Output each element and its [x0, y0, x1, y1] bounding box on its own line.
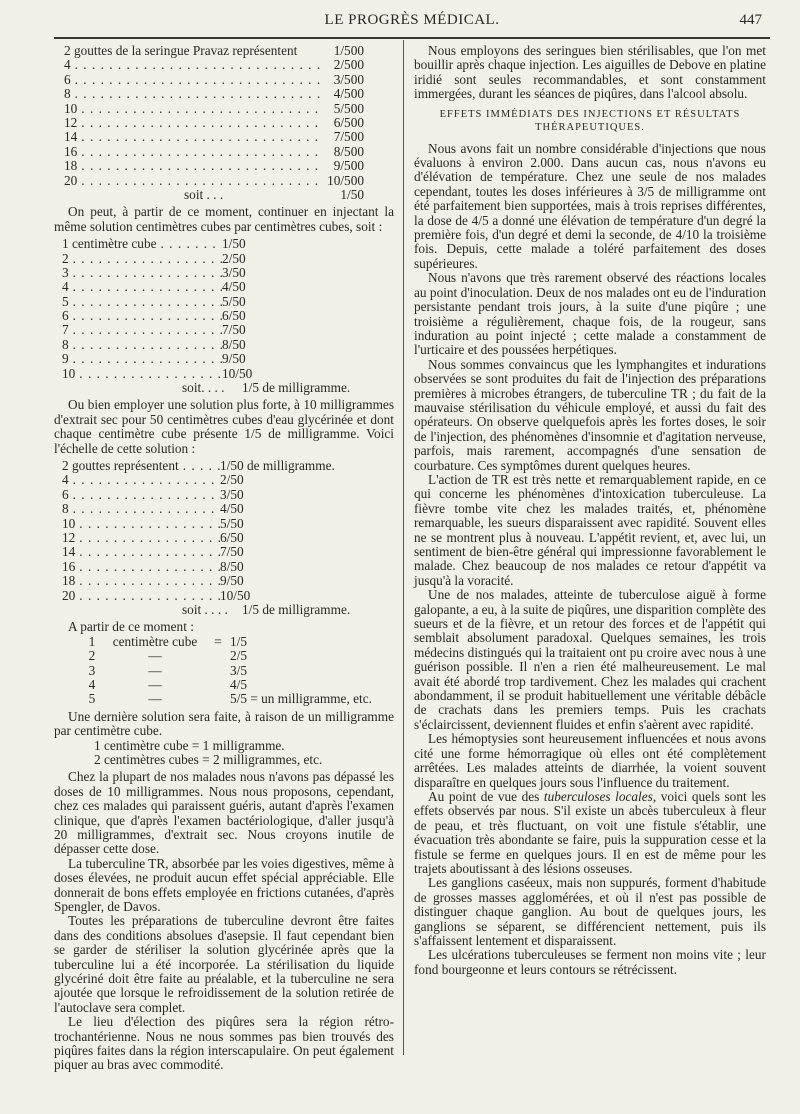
- row-value: 8/50: [222, 336, 246, 352]
- table-row: [62, 473, 320, 487]
- cell-d: 1/5: [230, 633, 247, 649]
- row-value: 4/50: [222, 279, 246, 295]
- sum-label: soit . . . .: [182, 601, 228, 617]
- row-value: 6/500: [333, 114, 364, 130]
- table-row: [64, 102, 364, 116]
- row-value: 3/500: [333, 71, 364, 87]
- paragraph: Ou bien employer une solution plus forte, à 10 milligrammes d'extrait sec pour 50 centimètres cubes d'eau glycérinée et dont chaque centimètre cube présente 1/5 de milligramme. Voici l'échelle de cette solution :: [54, 397, 394, 456]
- row-value: 10/50: [222, 365, 253, 381]
- table-row: [62, 309, 262, 323]
- dose-table-drops-50: [54, 459, 394, 603]
- row-value: 1/500: [333, 43, 364, 58]
- table-row: [84, 678, 394, 692]
- table-row: [62, 338, 262, 352]
- row-label: 10: [62, 515, 76, 531]
- paragraph: A partir de ce moment :: [68, 619, 194, 635]
- sum-value: 1/50: [340, 186, 364, 202]
- emphasis: tuberculoses locales: [543, 788, 653, 804]
- sum-value: 1/5 de milligramme.: [242, 380, 351, 396]
- dose-table-cc-50: [54, 237, 394, 381]
- table-row: [62, 323, 262, 337]
- paragraph: Chez la plupart de nos malades nous n'avons pas dépassé les doses de 10 milligrammes. Nous nous proposons, cependant, chez ces malades qui paraissent guéris, autant d'après l'examen clinique, que d'après l'examen bactériologique, d'aller jusqu'à 20 milligrammes, d'extrait sec. Nous croyons inutile de dépasser cette dose.: [54, 769, 394, 857]
- table-row: [62, 488, 320, 502]
- row-value: 8/500: [333, 143, 364, 159]
- row-label: 18: [64, 158, 78, 174]
- cell-c: =: [214, 633, 222, 649]
- dose-table-cc-5: [54, 635, 394, 707]
- row-label: 3: [62, 264, 69, 280]
- cell-c: [210, 692, 226, 706]
- table-sum-row: [64, 188, 364, 202]
- row-value: 7/50: [222, 322, 246, 338]
- paragraph: Nous employons des seringues bien stérilisables, que l'on met bouillir après chaque injection. Les aiguilles de Debove en platine iridié sont seules recommandables, et sont constamment immergées, durant les séances de piqûres, dans l'alcool absolu.: [414, 43, 766, 102]
- row-label: 1 centimètre cube: [62, 236, 157, 252]
- table-row: [62, 574, 320, 588]
- row-label: 2: [62, 250, 69, 266]
- row-label: 10: [62, 365, 76, 381]
- column-divider: [403, 40, 404, 1055]
- row-label: 7: [62, 322, 69, 338]
- row-label: 8: [64, 86, 71, 102]
- row-label: 10: [64, 100, 78, 116]
- paragraph: Au point de vue des tuberculoses locales, voici quels sont les effets observés par nous. S'il existe un abcès tuberculeux à fleur de peau, et très fluctuant, on voit une fistule s'établir, une évacuation très abondante se faire, puis la suppuration cesse et la fistule se ferme en quelques jours. Il en est de même pour les trajets aboutissant à des lésions osseuses.: [414, 788, 766, 876]
- sum-label: soit. . . .: [182, 380, 225, 396]
- cell-a: 1: [88, 633, 96, 649]
- table-row: 2 centimètres cubes = 2 milligrammes, etc.: [94, 751, 323, 767]
- row-value: 6/50: [222, 308, 246, 324]
- cell-d: 2/5: [230, 648, 247, 664]
- table-row: [62, 545, 320, 559]
- cell-d: 4/5: [230, 676, 247, 692]
- row-label: 20: [64, 172, 78, 188]
- cell-c: [210, 664, 226, 678]
- row-label: 6: [62, 308, 69, 324]
- table-row: [62, 295, 262, 309]
- row-value: 5/50: [222, 293, 246, 309]
- row-value: 2/500: [333, 57, 364, 73]
- paragraph: Les ulcérations tuberculeuses se ferment non moins vite ; leur fond bourgeonne et leurs contours se rétrécissent.: [414, 947, 766, 977]
- table-row: [84, 692, 394, 706]
- table-row: [84, 635, 394, 649]
- table-sum-row: [62, 603, 392, 617]
- header-rule: [54, 37, 770, 39]
- paragraph: Nous n'avons que très rarement observé des réactions locales au point d'inoculation. Deux de nos malades ont eu de l'induration persistante pendant trois jours, à la suite d'une piqûre ; une troisième a régulièrement, chaque fois, de la rougeur, sans induration au point injecté ; cette malade a constamment de l'urticaire et des poussées herpétiques.: [414, 270, 766, 358]
- row-value: 8/50: [220, 558, 244, 574]
- row-label: 8: [62, 501, 69, 517]
- cell-c: [210, 678, 226, 692]
- row-value: 3/50: [222, 264, 246, 280]
- sum-label: soit . . .: [184, 186, 224, 202]
- dose-table-drops-500: [54, 44, 394, 188]
- row-label: 16: [64, 143, 78, 159]
- paragraph: L'action de TR est très nette et remarquablement rapide, en ce qui concerne les phénomènes d'intoxication tuberculeuse. La fièvre tombe vite chez les malades traités, et, phénomène remarquable, les sueurs disparaissent avec rapidité. Souvent elles ne se montrent plus à nouveau. L'appétit revient, et, avec lui, un sentiment de bien-être général qui impressionne favorablement le malade. Chez beaucoup de nos malades ce retour d'appétit va jusqu'à la voracité.: [414, 471, 766, 588]
- row-label: 2 gouttes représentent: [62, 458, 179, 474]
- cell-d: 3/5: [230, 662, 247, 678]
- dose-table-mg: [54, 739, 394, 768]
- paragraph: Les hémoptysies sont heureusement influencées et nous avons cité une forme hémorragique où elles ont été complètement arrêtées. Les malades atteints de diarrhée, la voient souvent disparaître en quelques jours sous l'influence du traitement.: [414, 731, 766, 790]
- table-row: [64, 44, 364, 58]
- sum-value: 1/5 de milligramme.: [242, 601, 351, 617]
- paragraph: Toutes les préparations de tuberculine devront être faites dans des conditions absolues d'asepsie. Il faut cependant bien se garder de stériliser la solution glycérinée après que la tuberculine lui a été incorporée. La stérilisation du liquide glycériné doit être faite au préalable, et la tuberculine ne sera ajoutée que lorsque le refroidissement de la solution retirée de l'autoclave sera complet.: [54, 913, 394, 1015]
- row-value: 4/50: [220, 501, 244, 517]
- row-value: 1/50: [222, 236, 246, 252]
- paragraph: Nous avons fait un nombre considérable d'injections que nous évaluons à environ 2.000. Dans aucun cas, nous n'avons eu d'élévation de température. Chez une seule de nos malades cependant, toutes les doses inférieures à 3/5 de milligramme ont été parfaitement bien supportées, mais à trois reprises différentes, la dose de 4/5 a donné une élévation de température d'un degré la première fois, d'un degré et demi la seconde, de 4/10 la troisième fois. Depuis, cette malade a toléré parfaitement des doses supérieures.: [414, 140, 766, 271]
- table-sum-row: [62, 381, 392, 395]
- table-row: [64, 145, 364, 159]
- paragraph: Nous sommes convaincus que les lymphangites et indurations observées se sont produites du fait de l'injection des préparations premières à microbes étrangers, de tuberculine TR ; du fait de la mauvaise stérilisation du véhicule employé, et aussi du fait des opérateurs. On observe quelquefois après les fortes doses, le soir de l'injection, des phénomènes d'insomnie et d'agitation nerveuse, parfois, mais rarement, accompagnés d'une sensation de courbature. Ces symptômes durent quelques heures.: [414, 356, 766, 473]
- row-value: 1/50 de milligramme.: [220, 458, 335, 474]
- table-row: [62, 589, 320, 603]
- row-value: 9/500: [333, 158, 364, 174]
- table-row: [64, 58, 364, 72]
- table-row: [62, 252, 262, 266]
- table-row: [62, 458, 335, 474]
- row-value: 2/50: [220, 472, 244, 488]
- running-head: [54, 12, 770, 36]
- row-value: 5/50: [220, 515, 244, 531]
- row-label: 6: [64, 71, 71, 87]
- section-heading: EFFETS IMMÉDIATS DES INJECTIONS ET RÉSULTATS THÉRAPEUTIQUES.: [439, 108, 741, 133]
- row-label: 14: [64, 129, 78, 145]
- row-label: 12: [64, 114, 78, 130]
- row-label: 4: [62, 472, 69, 488]
- row-label: 4: [64, 57, 71, 73]
- table-row: [64, 174, 364, 188]
- table-row: [64, 116, 364, 130]
- cell-c: [210, 649, 226, 663]
- row-value: 7/50: [220, 544, 244, 560]
- left-column: [54, 44, 394, 1073]
- table-row: [62, 531, 320, 545]
- row-value: 9/50: [222, 351, 246, 367]
- row-value: 3/50: [220, 486, 244, 502]
- table-row: [62, 560, 320, 574]
- cell-b: centimètre cube: [112, 633, 198, 649]
- table-row: [64, 87, 364, 101]
- page-number: 447: [739, 12, 762, 28]
- cell-b: —: [148, 648, 162, 664]
- paragraph: Une de nos malades, atteinte de tuberculose aiguë à forme galopante, a eu, à la suite de piqûres, une disparition complète des sueurs et de la fièvre, et un retour des forces et de l'appétit qui semblait absolument paradoxal. Quelques semaines, les trois médecins distingués qui la traitaient ont pu croire avec nous à une guérison possible. Il n'en a rien été malheureusement. Le mal avait été abordé trop tardivement. Chez les malades qui crachent abondamment, il se produit habituellement une véritable débâcle de crachats dans les premiers temps. Puis les crachats s'éclaircissent, deviennent fluides et enfin s'aèrent avec rapidité.: [414, 587, 766, 732]
- journal-title: LE PROGRÈS MÉDICAL.: [324, 12, 500, 28]
- row-value: 9/50: [220, 573, 244, 589]
- table-row: [62, 237, 262, 251]
- row-label: 8: [62, 336, 69, 352]
- cell-d: 5/5 = un milligramme, etc.: [230, 691, 372, 707]
- right-column: [414, 44, 766, 977]
- table-row: [62, 367, 262, 381]
- row-value: 10/50: [220, 587, 251, 603]
- row-label: 16: [62, 558, 76, 574]
- row-label: 12: [62, 529, 76, 545]
- cell-a: 2: [88, 648, 96, 664]
- table-row: [62, 352, 262, 366]
- paragraph: Le lieu d'élection des piqûres sera la région rétro-trochantérienne. Nous ne nous sommes pas bien trouvés des piqûres faites dans la région interscapulaire. On peut également piquer au bras avec commodité.: [54, 1014, 394, 1073]
- row-label: 4: [62, 279, 69, 295]
- table-row: [62, 266, 262, 280]
- row-value: 7/500: [333, 129, 364, 145]
- row-label: 2 gouttes de la seringue Pravaz représentent: [64, 43, 298, 58]
- row-value: 5/500: [333, 100, 364, 116]
- row-value: 10/500: [327, 172, 364, 188]
- cell-a: 5: [88, 691, 96, 707]
- table-row: [64, 73, 364, 87]
- row-label: 18: [62, 573, 76, 589]
- cell-a: 4: [88, 676, 96, 692]
- paragraph: Une dernière solution sera faite, à raison de un milligramme par centimètre cube.: [54, 708, 394, 739]
- cell-b: —: [148, 662, 162, 678]
- cell-b: —: [148, 691, 162, 707]
- table-row: [64, 159, 364, 173]
- row-label: 20: [62, 587, 76, 603]
- paragraph: Les ganglions caséeux, mais non suppurés, forment d'habitude de grosses masses agglomérées, et où il n'est pas possible de distinguer chaque ganglion. Au bout de quelques jours, les ganglions se séparent, se différencient nettement, puis ils s'affaissent lentement et disparaissent.: [414, 875, 766, 948]
- row-label: 9: [62, 351, 69, 367]
- table-row: [64, 130, 364, 144]
- table-row: 1 centimètre cube = 1 milligramme.: [94, 737, 285, 753]
- cell-b: —: [148, 676, 162, 692]
- cell-a: 3: [88, 662, 96, 678]
- row-label: 6: [62, 486, 69, 502]
- table-row: [62, 280, 262, 294]
- table-row: [84, 649, 394, 663]
- paragraph: La tuberculine TR, absorbée par les voies digestives, même à doses élevées, ne produit aucun effet spécial appréciable. Elle donnerait de bons effets employée en frictions cutanées, d'après Spengler, de Davos.: [54, 855, 394, 914]
- row-label: 14: [62, 544, 76, 560]
- row-value: 4/500: [333, 86, 364, 102]
- row-value: 2/50: [222, 250, 246, 266]
- table-row: [84, 664, 394, 678]
- table-row: [62, 517, 320, 531]
- paragraph: On peut, à partir de ce moment, continuer en injectant la même solution centimètres cubes par centimètres cubes, soit :: [54, 204, 394, 234]
- table-row: [62, 502, 320, 516]
- row-label: 5: [62, 293, 69, 309]
- row-value: 6/50: [220, 529, 244, 545]
